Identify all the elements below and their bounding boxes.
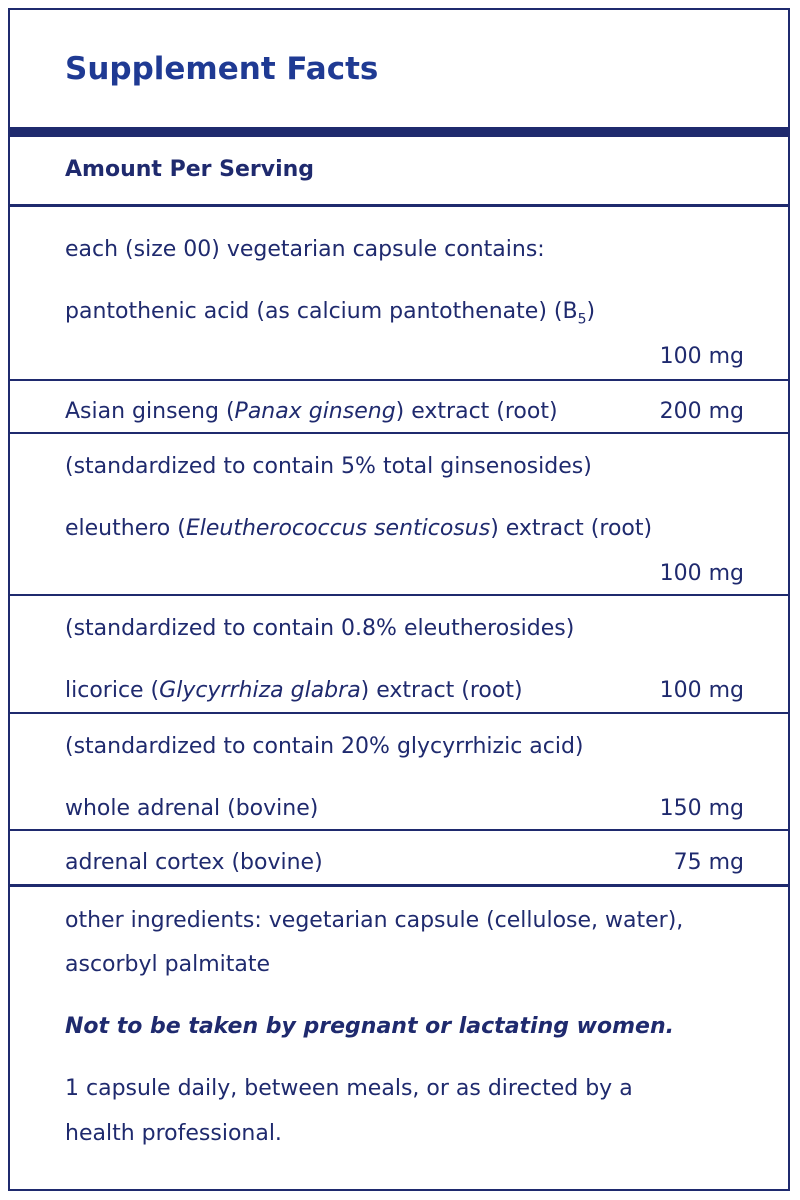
ginseng-name: Asian ginseng (Panax ginseng) extract (root): [65, 399, 558, 424]
eleuthero-standardization: (standardized to contain 0.8% eleutherosides): [65, 616, 575, 641]
thick-divider: [10, 127, 790, 137]
licorice-standardization: (standardized to contain 20% glycyrrhizic acid): [65, 734, 584, 759]
divider: [10, 379, 790, 381]
other-ingredients-line1: other ingredients: vegetarian capsule (cellulose, water),: [65, 908, 684, 933]
amount-per-serving-heading: Amount Per Serving: [65, 157, 315, 182]
eleuthero-amount: 100 mg: [659, 561, 744, 586]
divider: [10, 594, 790, 596]
directions-line1: 1 capsule daily, between meals, or as directed by a: [65, 1076, 633, 1101]
adrenal-cortex-name: adrenal cortex (bovine): [65, 850, 323, 875]
eleuthero-name: eleuthero (Eleutherococcus senticosus) extract (root): [65, 516, 653, 541]
licorice-name: licorice (Glycyrrhiza glabra) extract (root): [65, 678, 523, 703]
divider: [10, 884, 790, 887]
ginseng-amount: 200 mg: [659, 399, 744, 424]
whole-adrenal-name: whole adrenal (bovine): [65, 796, 319, 821]
pantothenic-acid-name: pantothenic acid (as calcium pantothenate) $(B_5)$: [65, 299, 596, 328]
licorice-amount: 100 mg: [659, 678, 744, 703]
divider: [10, 432, 790, 434]
ginseng-standardization: (standardized to contain 5% total ginsenosides): [65, 454, 592, 479]
divider: [10, 204, 790, 207]
capsule-contains-text: each (size 00) vegetarian capsule contains:: [65, 237, 545, 262]
divider: [10, 712, 790, 714]
pantothenic-acid-amount: 100 mg: [659, 344, 744, 369]
adrenal-cortex-amount: 75 mg: [673, 850, 744, 875]
pregnancy-warning: Not to be taken by pregnant or lactating women.: [65, 1014, 674, 1039]
directions-line2: health professional.: [65, 1121, 282, 1146]
divider: [10, 829, 790, 831]
whole-adrenal-amount: 150 mg: [659, 796, 744, 821]
other-ingredients-line2: ascorbyl palmitate: [65, 952, 271, 977]
panel-title: Supplement Facts: [65, 51, 379, 87]
